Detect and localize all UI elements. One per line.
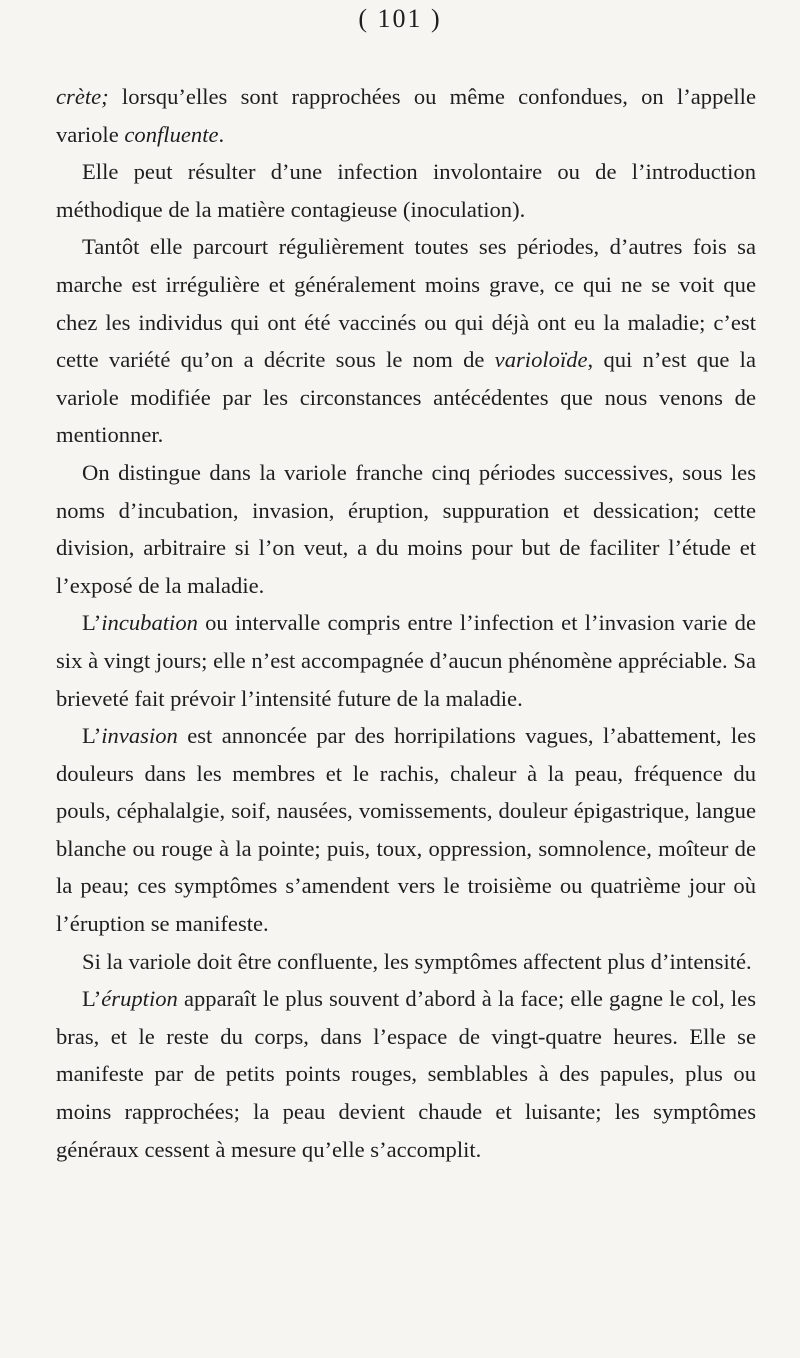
italic-term-incubation: incubation [101,610,198,636]
page-number-header: ( 101 ) [358,4,442,33]
paragraph-lead: L’ [82,610,102,636]
italic-term-varioloide: varioloïde [494,347,588,373]
paragraph-2 [56,153,756,228]
paragraph-tail: . [218,121,225,147]
paragraph-text: Elle peut résulter d’une infection involontaire ou de l’introduction méthodique de la matière contagieuse (inoculation). [56,159,756,222]
italic-term-invasion: invasion [101,723,178,749]
paragraph-4 [56,454,756,604]
paragraph-text: On distingue dans la variole franche cinq périodes successives, sous les noms d’incubation, invasion, éruption, suppuration et dessication; cette division, arbitraire si l’on veut, a du moins pour but de faciliter l’étude et l’exposé de la maladie. [56,459,756,598]
paragraph-7 [56,943,756,981]
paragraph-8 [56,980,756,1168]
paragraph-1 [56,78,756,153]
paragraph-lead: L’ [82,986,102,1012]
paragraph-tail: , qui n’est que la variole modifiée par les circonstances antécédentes que nous venons de mentionner. [56,347,756,448]
paragraph-text: lorsqu’elles sont rapprochées ou même confondues, on l’appelle variole [56,84,756,147]
body-text [56,78,756,1168]
paragraph-3 [56,228,756,454]
paragraph-lead: L’ [82,723,102,749]
italic-term-eruption: éruption [101,986,178,1012]
paragraph-5 [56,604,756,717]
paragraph-text: Tantôt elle parcourt régulièrement toutes ses périodes, d’autres fois sa marche est irrégulière et généralement moins grave, ce qui ne se voit que chez les individus qui ont été vaccinés ou qui déjà ont eu la maladie; c’est cette variété qu’on a décrite sous le nom de [56,234,756,373]
paragraph-tail: apparaît le plus souvent d’abord à la face; elle gagne le col, les bras, et le reste du corps, dans l’espace de vingt-quatre heures. Elle se manifeste par de petits points rouges, semblables à des papules, plus ou moins rapprochées; la peau devient chaude et luisante; les symptômes généraux cessent à mesure qu’elle s’accomplit. [56,986,756,1162]
italic-term-confluente: confluente [124,121,219,147]
italic-lead: crète; [56,84,109,109]
paragraph-tail: ou intervalle compris entre l’infection et l’invasion varie de six à vingt jours; elle n’est accompagnée d’aucun phénomène appréciable. Sa brieveté fait prévoir l’intensité future de la maladie. [56,610,756,711]
paragraph-6 [56,717,756,943]
paragraph-tail: est annoncée par des horripilations vagues, l’abattement, les douleurs dans les membres et le rachis, chaleur à la peau, fréquence du pouls, céphalalgie, soif, nausées, vomissements, douleur épigastrique, langue blanche ou rouge à la pointe; puis, toux, oppression, somnolence, moîteur de la peau; ces symptômes s’amendent vers le troisième ou quatrième jour où l’éruption se manifeste. [56,723,756,937]
paragraph-text: Si la variole doit être confluente, les symptômes affectent plus d’intensité. [82,948,752,974]
